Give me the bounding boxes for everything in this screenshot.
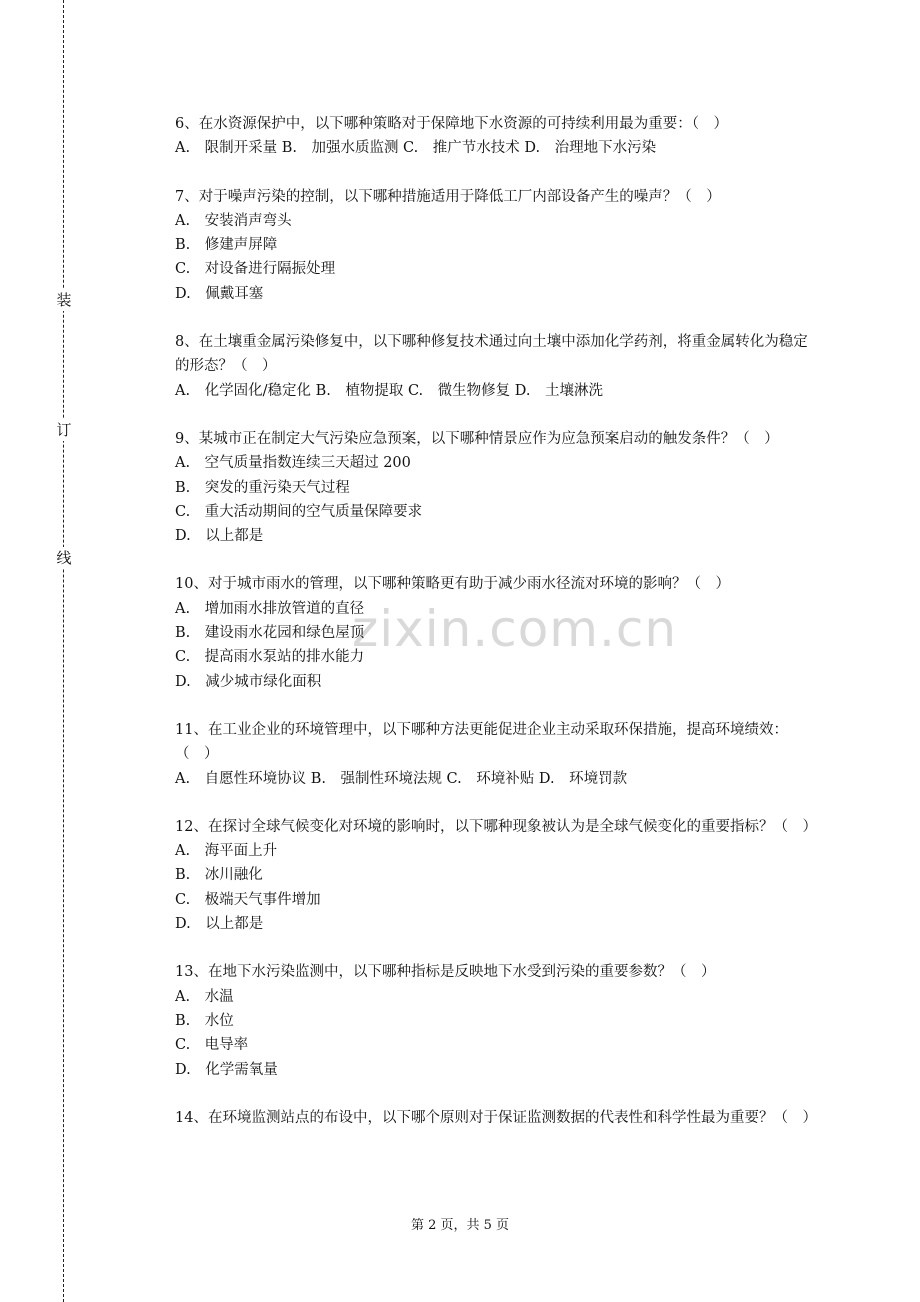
question-block — [175, 185, 815, 306]
question-option: A. 水温 — [175, 988, 234, 1005]
question-option: A. 空气质量指数连续三天超过 200 — [175, 455, 411, 472]
question-option: C. 对设备进行隔振处理 — [175, 261, 336, 278]
question-block — [175, 960, 815, 1081]
question-stem: 7、对于噪声污染的控制，以下哪种措施适用于降低工厂内部设备产生的噪声？（ ） — [175, 188, 721, 205]
question-option: B. 突发的重污染天气过程 — [175, 479, 350, 496]
question-option: C. 电导率 — [175, 1037, 249, 1054]
binding-dashed-line — [63, 0, 64, 1302]
question-option: B. 水位 — [175, 1012, 234, 1029]
question-stem: 6、在水资源保护中，以下哪种策略对于保障地下水资源的可持续利用最为重要：（ ） — [175, 116, 728, 132]
question-block — [175, 330, 815, 403]
question-list — [175, 112, 815, 1154]
question-option: D. 以上都是 — [175, 528, 264, 545]
question-option: A. 增加雨水排放管道的直径 — [175, 600, 365, 617]
binding-char-xian: 线 — [54, 547, 74, 569]
binding-char-zhuang: 装 — [54, 289, 74, 311]
question-block — [175, 1106, 815, 1130]
question-option: D. 化学需氧量 — [175, 1061, 278, 1078]
question-option: A. 安装消声弯头 — [175, 212, 292, 229]
question-option: A. 化学固化/稳定化 B. 植物提取 C. 微生物修复 D. 土壤淋洗 — [175, 382, 603, 399]
question-stem: 12、在探讨全球气候变化对环境的影响时，以下哪种现象被认为是全球气候变化的重要指标？（ ） — [175, 818, 817, 835]
question-stem: 14、在环境监测站点的布设中，以下哪个原则对于保证监测数据的代表性和科学性最为重要？（ ） — [175, 1109, 817, 1126]
question-option: B. 建设雨水花园和绿色屋顶 — [175, 625, 365, 642]
question-option: C. 提高雨水泵站的排水能力 — [175, 649, 365, 666]
question-stem: 10、对于城市雨水的管理，以下哪种策略更有助于减少雨水径流对环境的影响？（ ） — [175, 576, 730, 593]
question-block — [175, 718, 815, 791]
question-block — [175, 427, 815, 548]
page-number: 第 2 页，共 5 页 — [410, 1218, 510, 1233]
question-block — [175, 572, 815, 693]
question-option: D. 佩戴耳塞 — [175, 285, 264, 302]
question-stem: 9、某城市正在制定大气污染应急预案，以下哪种情景应作为应急预案启动的触发条件？（ ） — [175, 430, 779, 447]
question-block — [175, 815, 815, 936]
question-option: C. 重大活动期间的空气质量保障要求 — [175, 503, 423, 520]
question-stem: 13、在地下水污染监测中，以下哪种指标是反映地下水受到污染的重要参数？（ ） — [175, 964, 716, 981]
question-stem: 8、在土壤重金属污染修复中，以下哪种修复技术通过向土壤中添加化学药剂，将重金属转化为稳定的形态？（ ） — [175, 334, 808, 375]
question-option: A. 海平面上升 — [175, 843, 278, 860]
question-option: D. 以上都是 — [175, 916, 264, 933]
question-option: B. 冰川融化 — [175, 867, 263, 884]
question-stem: 11、在工业企业的环境管理中，以下哪种方法更能促进企业主动采取环保措施，提高环境绩效：（ ） — [175, 721, 788, 763]
question-option: D. 减少城市绿化面积 — [175, 673, 322, 690]
question-option: A. 自愿性环境协议 B. 强制性环境法规 C. 环境补贴 D. 环境罚款 — [175, 770, 628, 787]
question-option: B. 修建声屏障 — [175, 237, 278, 254]
watermark: zixin.com.cn — [352, 600, 678, 658]
question-option: C. 极端天气事件增加 — [175, 891, 321, 908]
question-block — [175, 112, 815, 161]
question-option: A. 限制开采量 B. 加强水质监测 C. 推广节水技术 D. 治理地下水污染 — [175, 140, 657, 157]
binding-char-ding: 订 — [54, 419, 74, 441]
